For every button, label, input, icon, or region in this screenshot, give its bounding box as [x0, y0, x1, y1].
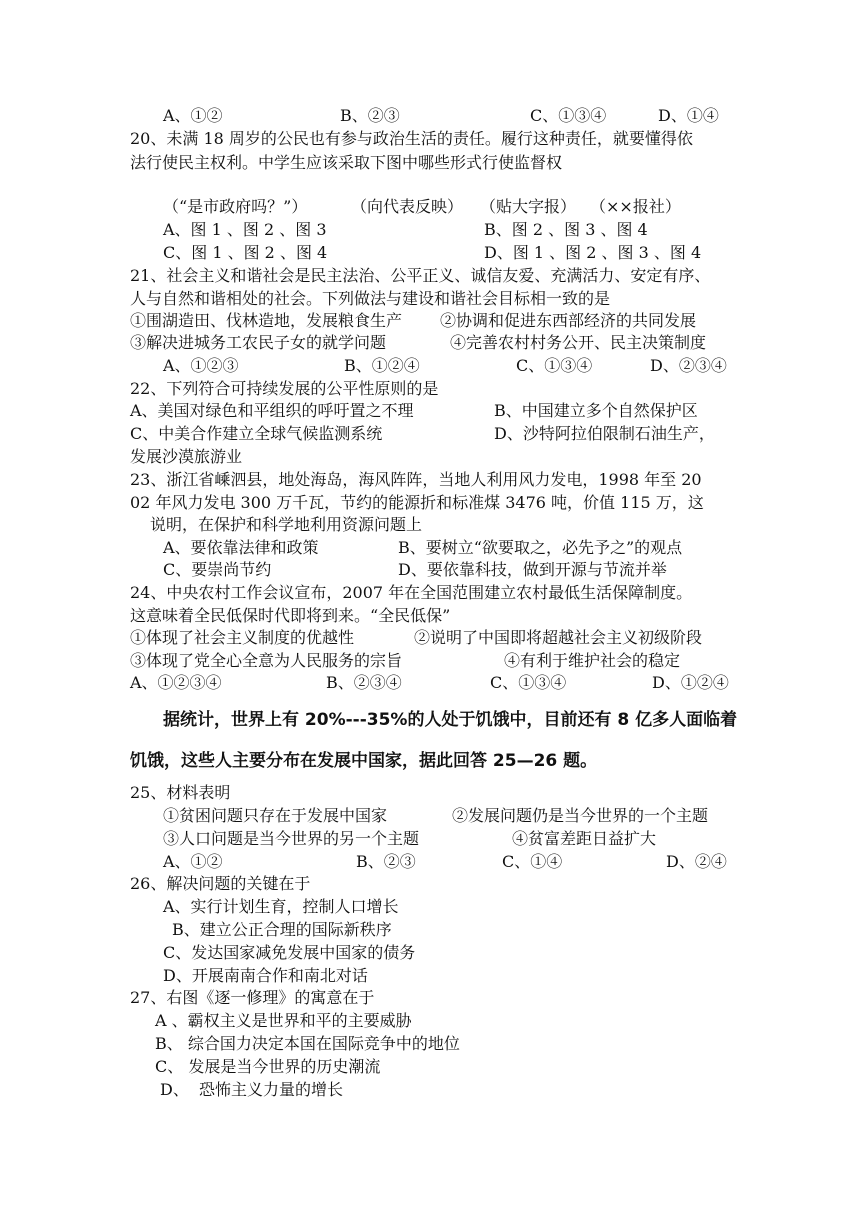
q26-stem: 26、解决问题的关键在于	[130, 874, 311, 893]
q24-stem-line1: 24、中央农村工作会议宣布，2007 年在全国范围建立农村最低生活保障制度。	[130, 583, 693, 602]
q26-option-b: B、建立公正合理的国际新秩序	[172, 920, 392, 939]
q21-stem-line2: 人与自然和谐相处的社会。下列做法与建设和谐社会目标相一致的是	[130, 289, 611, 308]
q22-option-d: D、沙特阿拉伯限制石油生产，	[494, 424, 715, 443]
q24-item-1: ①体现了社会主义制度的优越性	[130, 628, 355, 647]
q19-option-c: C、①③④	[530, 106, 607, 125]
q20-option-b: B、图 2 、图 3 、图 4	[484, 220, 648, 239]
q25-item-3: ③人口问题是当今世界的另一个主题	[163, 829, 420, 848]
q20-option-a: A、图 1 、图 2 、图 3	[163, 220, 327, 239]
q20-option-d: D、图 1 、图 2 、图 3 、图 4	[484, 243, 702, 262]
q21-stem-line1: 21、社会主义和谐社会是民主法治、公平正义、诚信友爱、充满活力、安定有序、	[130, 266, 711, 285]
q26-option-a: A、实行计划生育，控制人口增长	[163, 897, 399, 916]
q27-option-b: B、 综合国力决定本国在国际竞争中的地位	[155, 1034, 460, 1053]
q23-stem-line2: 02 年风力发电 300 万千瓦，节约的能源折和标准煤 3476 吨，价值 115 万，这	[130, 493, 704, 512]
q24-item-3: ③体现了党全心全意为人民服务的宗旨	[130, 651, 403, 670]
q21-item-4: ④完善农村村务公开、民主决策制度	[450, 333, 707, 352]
q27-option-a: A 、霸权主义是世界和平的主要威胁	[155, 1011, 412, 1030]
q19-option-b: B、②③	[340, 106, 400, 125]
q21-option-a: A、①②③	[163, 356, 239, 375]
q25-option-c: C、①④	[502, 852, 563, 871]
q21-item-1: ①围湖造田、伐林造地，发展粮食生产	[130, 311, 403, 330]
q24-item-4: ④有利于维护社会的稳定	[504, 651, 681, 670]
q26-option-d: D、开展南南合作和南北对话	[163, 966, 368, 985]
q19-option-d: D、①④	[658, 106, 719, 125]
q24-option-a: A、①②③④	[130, 673, 222, 692]
q22-stem: 22、下列符合可持续发展的公平性原则的是	[130, 379, 439, 398]
q27-stem: 27、右图《逐一修理》的寓意在于	[130, 988, 375, 1007]
q23-stem-line3: 说明，在保护和科学地利用资源问题上	[150, 515, 423, 534]
q24-option-d: D、①②④	[652, 673, 729, 692]
q22-option-d-cont: 发展沙漠旅游业	[130, 447, 243, 466]
q25-item-4: ④贫富差距日益扩大	[512, 829, 657, 848]
q20-stem-line1: 20、未满 18 周岁的公民也有参与政治生活的责任。履行这种责任，就要懂得依	[130, 129, 693, 148]
q22-option-c: C、中美合作建立全球气候监测系统	[130, 424, 383, 443]
q20-option-c: C、图 1 、图 2 、图 4	[163, 243, 328, 262]
q26-option-c: C、发达国家减免发展中国家的债务	[163, 943, 416, 962]
q25-stem: 25、材料表明	[130, 783, 231, 802]
q19-option-a: A、①②	[163, 106, 223, 125]
q20-stem-line2: 法行使民主权利。中学生应该采取下图中哪些形式行使监督权	[130, 153, 563, 172]
q21-option-d: D、②③④	[650, 356, 727, 375]
q23-option-d: D、要依靠科技，做到开源与节流并举	[398, 560, 667, 579]
material-line2: 饥饿，这些人主要分布在发展中国家，据此回答 25—26 题。	[130, 751, 598, 771]
q23-option-a: A、要依靠法律和政策	[163, 538, 319, 557]
material-line1: 据统计，世界上有 20%---35%的人处于饥饿中，目前还有 8 亿多人面临着	[163, 710, 738, 730]
q23-option-b: B、要树立“欲要取之，必先予之”的观点	[398, 538, 683, 557]
q25-item-1: ①贫困问题只存在于发展中国家	[163, 806, 388, 825]
q27-option-d: D、 恐怖主义力量的增长	[160, 1080, 344, 1099]
q20-figure-caption-4: （××报社）	[590, 197, 681, 216]
q20-figure-caption-3: （贴大字报）	[480, 197, 577, 216]
q22-option-a: A、美国对绿色和平组织的呼吁置之不理	[130, 401, 414, 420]
q20-figure-caption-1: （“是市政府吗？”）	[163, 197, 308, 216]
q27-option-c: C、 发展是当今世界的历史潮流	[155, 1057, 381, 1076]
q21-option-b: B、①②④	[344, 356, 420, 375]
q24-option-c: C、①③④	[490, 673, 567, 692]
q21-item-3: ③解决进城务工农民子女的就学问题	[130, 333, 387, 352]
q23-stem-line1: 23、浙江省嵊泗县，地处海岛，海风阵阵，当地人利用风力发电，1998 年至 20	[130, 470, 702, 489]
q22-option-b: B、中国建立多个自然保护区	[494, 401, 698, 420]
q25-item-2: ②发展问题仍是当今世界的一个主题	[452, 806, 709, 825]
q24-option-b: B、②③④	[326, 673, 402, 692]
q20-figure-caption-2: （向代表反映）	[351, 197, 464, 216]
q21-option-c: C、①③④	[516, 356, 593, 375]
q25-option-b: B、②③	[356, 852, 416, 871]
q24-stem-line2: 这意味着全民低保时代即将到来。“全民低保”	[130, 606, 451, 625]
q25-option-a: A、①②	[163, 852, 223, 871]
q21-item-2: ②协调和促进东西部经济的共同发展	[440, 311, 697, 330]
q25-option-d: D、②④	[666, 852, 727, 871]
q23-option-c: C、要崇尚节约	[163, 560, 272, 579]
q24-item-2: ②说明了中国即将超越社会主义初级阶段	[414, 628, 703, 647]
